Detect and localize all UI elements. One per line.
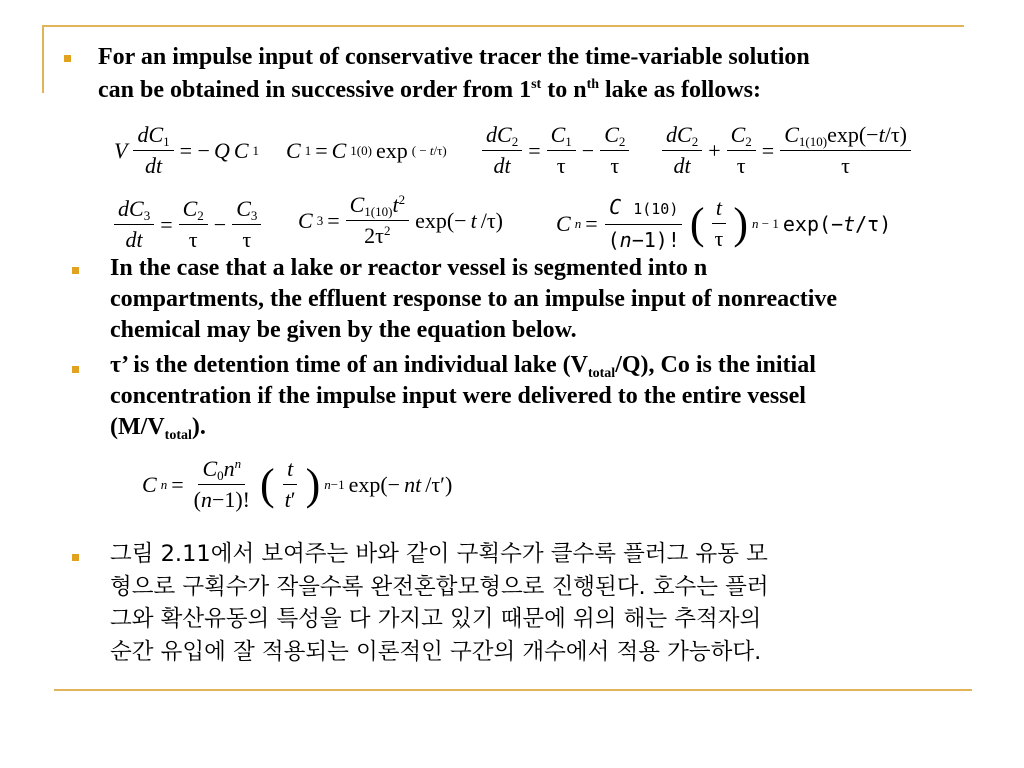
paragraph-1 [98,41,810,107]
bullet-marker [64,55,71,62]
paragraph-3 [110,350,816,443]
paragraph-3-line-1: τ’ is the detention time of an individual lake $(V_{total}/Q)$, Co is the initial [110,352,816,381]
paragraph-4-line-1: 그림 2.11에서 보여주는 바와 같이 구획수가 클수록 플러그 유동 모 [110,541,768,567]
equation-8: C n = $\frac{C_0n^n}{(n-1)!}$ ( $\frac{t}{t'}$ ) n−1 exp(− nt /τ′) [142,456,453,512]
paragraph-2-line-1: In the case that a lake or reactor vessel is segmented into n [110,255,708,281]
paragraph-1-line-1: For an impulse input of conservative tracer the time-variable solution [98,44,810,70]
equation-1: V $\frac{dC_1}{dt}$ = − Q C 1 [114,122,260,178]
paragraph-4 [110,538,769,668]
left-rule [42,25,44,93]
equation-3: $\frac{dC_2}{dt}$ = $\frac{C_1}{\tau}$ − $\frac{C_2}{\tau}$ [480,122,631,179]
paragraph-4-line-4: 순간 유입에 잘 적용되는 이론적인 구간의 개수에서 적용 가능하다. [110,638,762,665]
paragraph-4-line-3: 그와 확산유동의 특성을 다 가지고 있기 때문에 위의 해는 추적자의 [110,606,762,632]
paragraph-1-line-2: can be obtained in successive order from 1st to $n^{th}$ lake as follows: [98,77,762,103]
top-rule [42,25,964,27]
paragraph-4-line-2: 형으로 구획수가 작을수록 완전혼합모형으로 진행된다. 호수는 플러 [110,573,769,600]
equation-6: C 3 = $\frac{C_{1(10)}t^2}{2\tau^2}$ exp(− t /τ) [298,192,503,248]
equation-7: C n = $\frac{C 1(10)}{(n-1)!}$ ( $\frac{t}{\tau}$ ) n − 1 exp(−t/τ) [556,195,892,252]
equation-2: C 1 = C 1(0) exp ( − t/τ) [286,138,447,163]
bottom-rule [54,689,972,691]
equation-4: $\frac{dC_2}{dt}$ + $\frac{C_2}{\tau}$ = $\frac{C_{1(10)}\exp(-t/\tau)}{\tau}$ [660,122,913,179]
paragraph-3-line-3: $(M/V_{total})$. [110,414,206,443]
paragraph-3-line-2: concentration if the impulse input were delivered to the entire vessel [110,383,806,409]
paragraph-2-line-2: compartments, the effluent response to an impulse input of nonreactive [110,286,838,312]
paragraph-2 [110,253,837,346]
bullet-marker [72,366,79,373]
bullet-marker [72,267,79,274]
bullet-marker [72,554,79,561]
paragraph-2-line-3: chemical may be given by the equation below. [110,317,577,343]
equation-5: $\frac{dC_3}{dt}$ = $\frac{C_2}{\tau}$ − $\frac{C_3}{\tau}$ [112,196,263,253]
